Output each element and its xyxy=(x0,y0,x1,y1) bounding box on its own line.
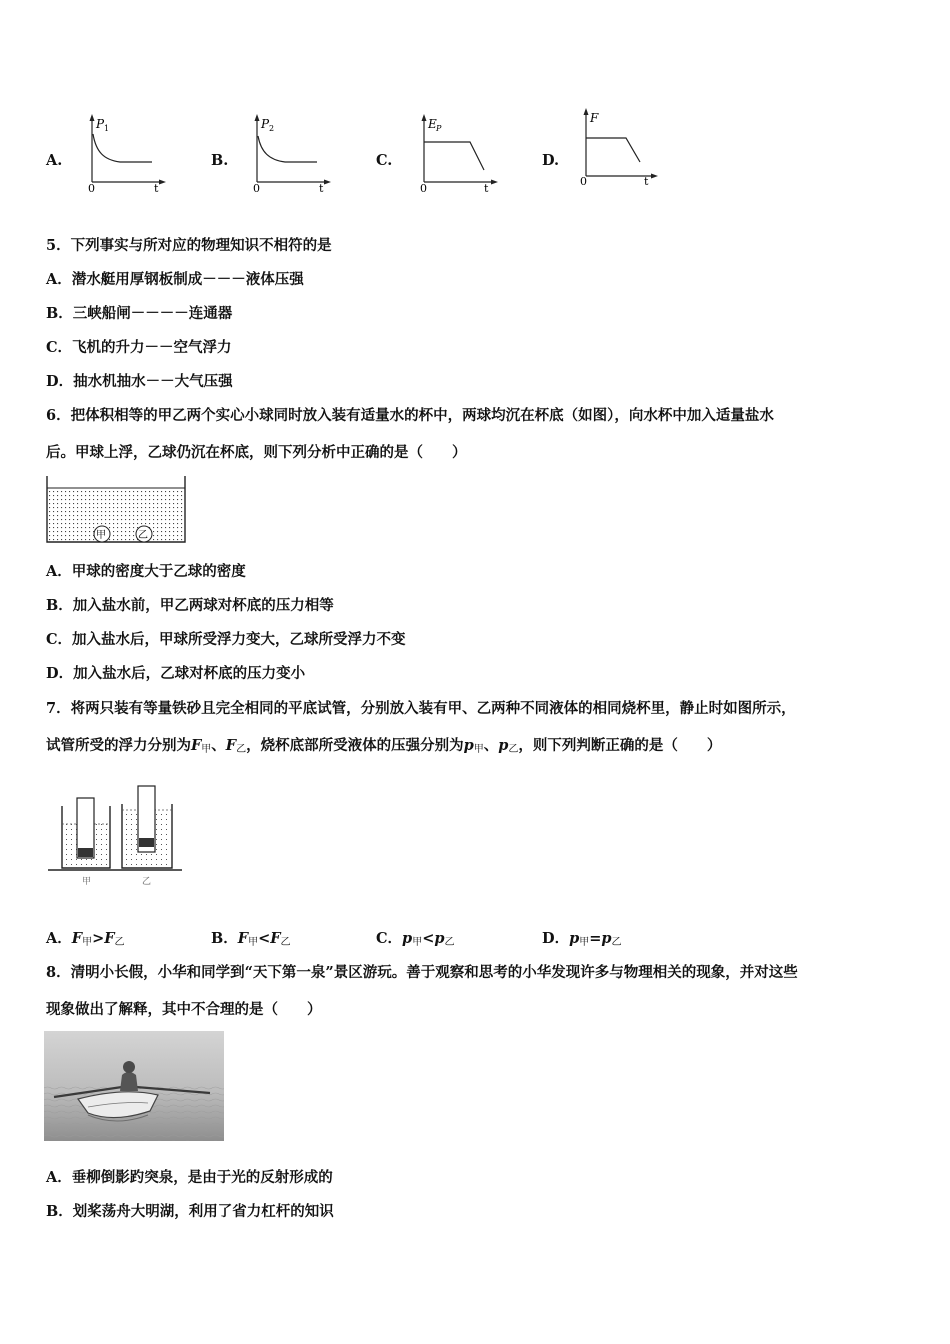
q6-option-d: D．加入盐水后，乙球对杯底的压力变小 xyxy=(46,665,306,682)
q6-water xyxy=(47,488,185,542)
q4-graph-c-ysub: P xyxy=(436,124,442,133)
q6-option-b: B．加入盐水前，甲乙两球对杯底的压力相等 xyxy=(46,597,334,614)
q4-graph-d-ylabel: F xyxy=(590,111,599,125)
q4-graph-d-xlabel: t xyxy=(644,175,649,186)
q6-option-c: C．加入盐水后，甲球所受浮力变大，乙球所受浮力不变 xyxy=(46,631,406,648)
q5-option-c: C．飞机的升力－－空气浮力 xyxy=(46,339,232,356)
q5-stem: 5．下列事实与所对应的物理知识不相符的是 xyxy=(46,237,332,254)
q4-graph-d-line xyxy=(586,138,640,162)
q4-graph-b-ysub: 2 xyxy=(269,124,275,133)
q4-graph-a-curve xyxy=(93,134,152,162)
q4-option-b-label: B. xyxy=(211,152,229,169)
q4-graph-c-xlabel: t xyxy=(484,182,489,192)
q7-stem-line1: 7．将两只装有等量铁砂且完全相同的平底试管，分别放入装有甲、乙两种不同液体的相同烧杯里，静止时如图所示， xyxy=(46,700,796,717)
q6-figure-cup xyxy=(44,474,190,546)
q5-option-a: A．潜水艇用厚钢板制成－－－液体压强 xyxy=(46,271,304,288)
q4-graph-d-origin: 0 xyxy=(580,175,587,186)
q7-sand-yi xyxy=(139,838,154,847)
q6-stem-line1: 6．把体积相等的甲乙两个实心小球同时放入装有适量水的杯中，两球均沉在杯底（如图），向水杯中加入适量盐水 xyxy=(46,407,774,424)
q4-option-c-label: C. xyxy=(376,152,393,169)
q5-option-d: D．抽水机抽水－－大气压强 xyxy=(46,373,233,390)
q6-ball-yi-label: 乙 xyxy=(138,530,148,541)
q7-label-jia: 甲 xyxy=(82,877,92,887)
q4-graph-b-xlabel: t xyxy=(319,182,324,192)
q5-option-b: B．三峡船闸－－－－连通器 xyxy=(46,305,233,322)
q4-graph-c-origin: 0 xyxy=(420,182,427,192)
q6-option-a: A．甲球的密度大于乙球的密度 xyxy=(46,563,246,580)
q4-graph-d xyxy=(574,104,664,186)
q4-graph-a-ysub: 1 xyxy=(104,124,110,133)
q4-graph-b-curve xyxy=(258,136,317,162)
q4-graph-c xyxy=(412,112,502,192)
q6-ball-jia-label: 甲 xyxy=(96,530,106,541)
q4-graph-b xyxy=(245,112,335,192)
q8-option-b: B．划桨荡舟大明湖，利用了省力杠杆的知识 xyxy=(46,1203,334,1220)
q8-stem-line1: 8．清明小长假，小华和同学到“天下第一泉”景区游玩。善于观察和思考的小华发现许多与物理相关的现象，并对这些 xyxy=(46,964,798,981)
q7-option-b: B．$F_甲<F_乙$ xyxy=(211,930,291,948)
q8-rowing-photo xyxy=(44,1031,224,1141)
q4-option-d-label: D. xyxy=(542,152,560,169)
q7-label-yi: 乙 xyxy=(142,877,152,887)
q7-sand-jia xyxy=(78,848,93,857)
q4-option-a-label: A. xyxy=(46,152,63,169)
q4-graph-b-origin: 0 xyxy=(253,182,260,192)
q4-graph-b-ylabel: P xyxy=(261,117,270,131)
q6-stem-line2: 后。甲球上浮，乙球仍沉在杯底，则下列分析中正确的是（ ） xyxy=(46,444,467,461)
q8-rower xyxy=(120,1072,138,1091)
q7-option-a: A．$F_甲>F_乙$ xyxy=(46,930,125,948)
q8-option-a: A．垂柳倒影趵突泉，是由于光的反射形成的 xyxy=(46,1169,333,1186)
q4-graph-a-origin: 0 xyxy=(88,182,95,192)
q7-figure xyxy=(44,782,184,892)
q4-graph-a xyxy=(80,112,170,192)
q7-option-c: C．$p_甲<p_乙$ xyxy=(376,930,455,948)
q7-option-d: D．$p_甲=p_乙$ xyxy=(542,930,622,948)
q7-stem-line2: 试管所受的浮力分别为$F_甲$、$F_乙$，烧杯底部所受液体的压强分别为$p_甲$、$p_乙$，则下列判断正确的是（ ） xyxy=(46,737,722,755)
q4-graph-c-line xyxy=(424,142,484,170)
q4-graph-c-ylabel: E xyxy=(428,117,437,131)
q8-stem-line2: 现象做出了解释，其中不合理的是（ ） xyxy=(46,1001,322,1018)
q4-graph-a-ylabel: P xyxy=(96,117,105,131)
q4-graph-a-xlabel: t xyxy=(154,182,159,192)
